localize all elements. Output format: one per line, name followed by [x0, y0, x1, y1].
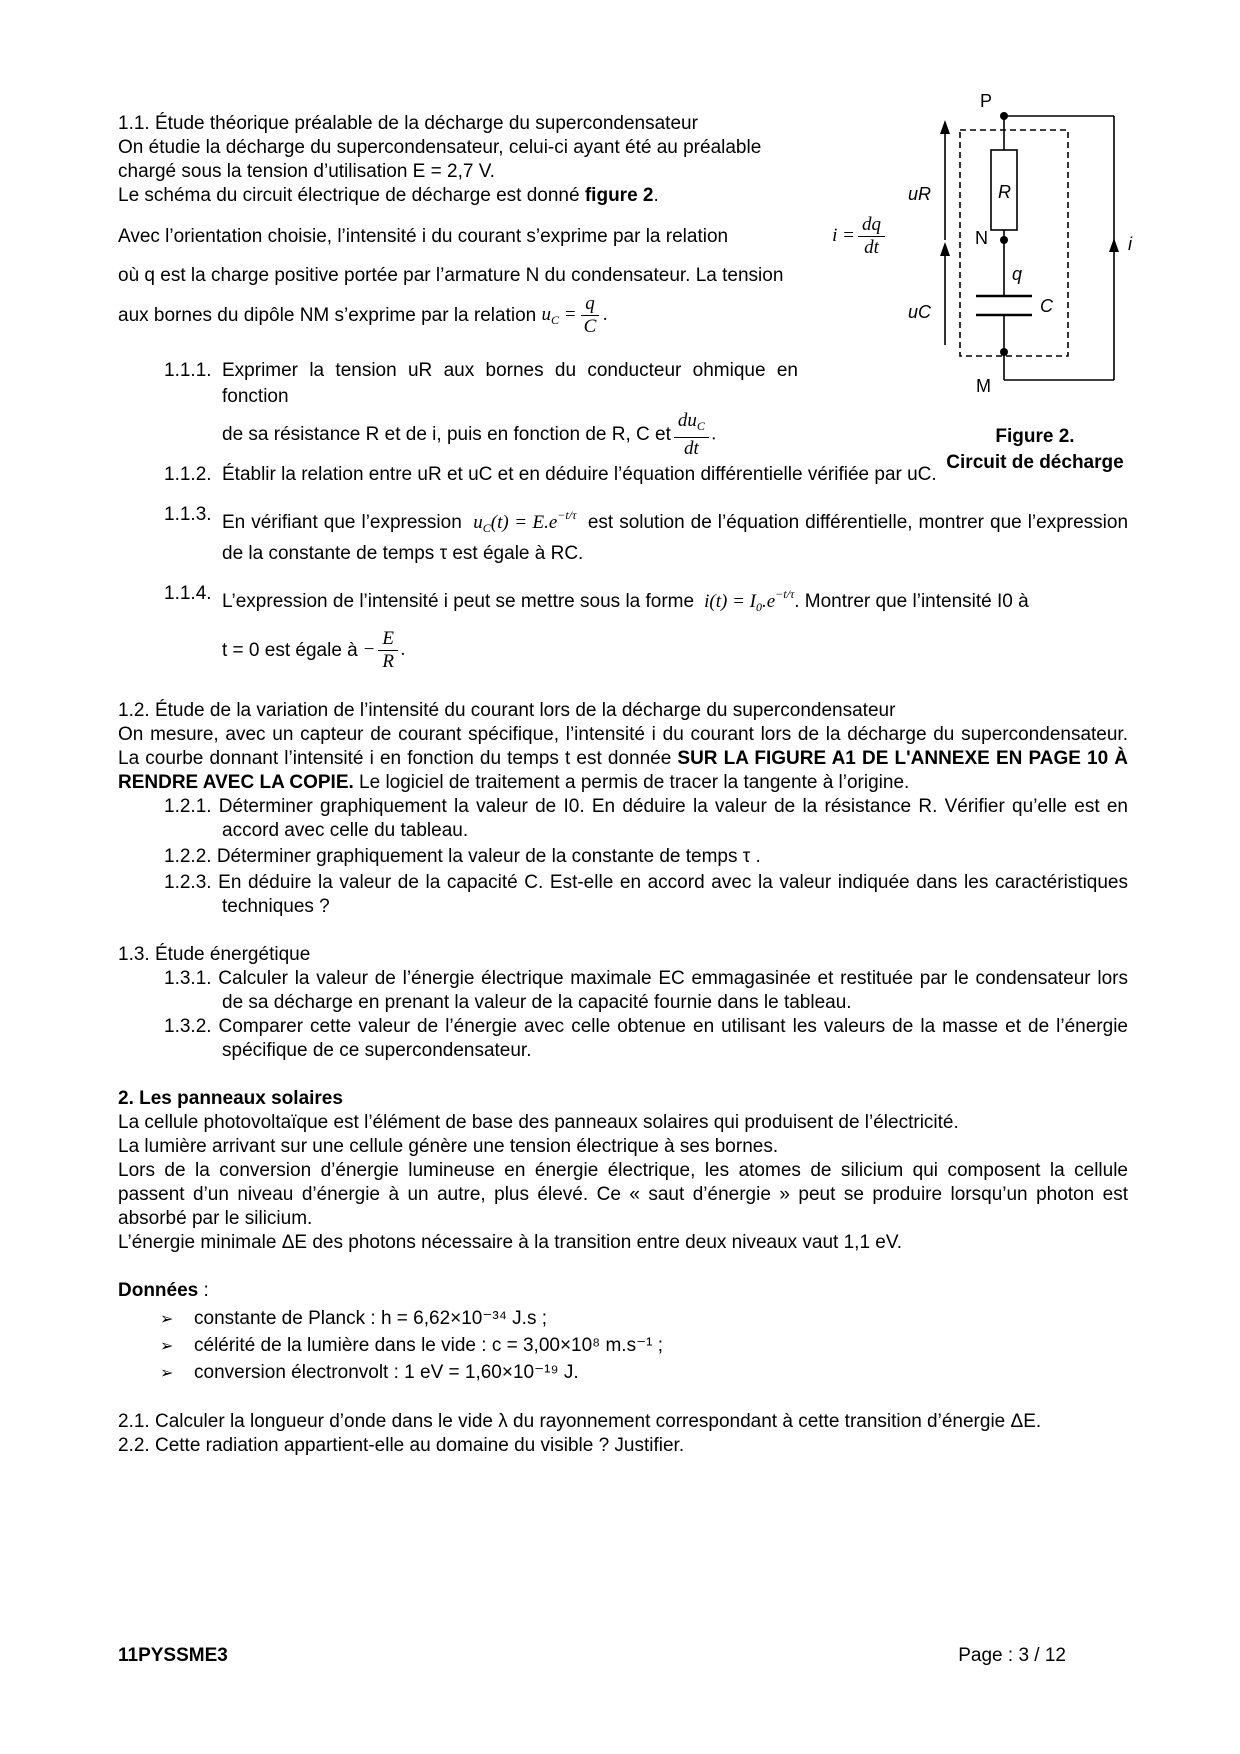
- q-1-3-2: 1.3.2. Comparer cette valeur de l’énergie avec celle obtenue en utilisant les valeurs de la masse et de l’énergie spécifique de ce supercondensateur.: [164, 1016, 1128, 1061]
- q-1-1-2: [118, 462, 1128, 488]
- label-i: i: [1128, 234, 1132, 254]
- uc-formula: $u_C$ = $\frac{q}{C}$ .: [541, 293, 609, 337]
- q-1-1-2-text: Établir la relation entre uR et uC et en déduire l’équation différentielle vérifiée par uC.: [222, 464, 937, 485]
- s2-p4: L’énergie minimale ΔE des photons nécessaire à la transition entre deux niveaux vaut 1,1 eV.: [118, 1232, 903, 1253]
- s11-intro5: où q est la charge positive portée par l’armature N du condensateur. La tension: [118, 265, 784, 286]
- q-1-1-3-text-a: En vérifiant que l’expression: [222, 512, 462, 533]
- s11-intro6: [118, 293, 888, 338]
- page-footer: [118, 1643, 1066, 1669]
- section-1-1-intro: [118, 112, 888, 338]
- q-1-2-3: 1.2.3. En déduire la valeur de la capacité C. Est-elle en accord avec la valeur indiquée dans les caractéristiques techniques ?: [164, 872, 1128, 917]
- footer-page-number: Page : 3 / 12: [958, 1645, 1066, 1666]
- q-1-1-1: [118, 358, 798, 460]
- q-1-3-1: 1.3.1. Calculer la valeur de l’énergie électrique maximale EC emmagasinée et restituée par le condensateur lors de sa décharge en prenant la valeur de la capacité fournie dans le tableau.: [164, 968, 1128, 1013]
- q-1-1-4-text-c: t = 0 est égale à: [222, 639, 358, 661]
- donnees-colon: :: [198, 1280, 209, 1301]
- s2-p1: La cellule photovoltaïque est l’élément de base des panneaux solaires qui produisent de l’électricité.: [118, 1112, 959, 1133]
- s12-p1: [118, 723, 1128, 795]
- q-1-1-4-num: 1.1.4.: [164, 583, 212, 604]
- label-n: N: [975, 228, 988, 248]
- section-1-3: [118, 943, 1128, 1063]
- i-t-formula: $i(t) = I_0.e^{-t/\tau}$: [699, 587, 795, 614]
- s12-p1-bold: SUR LA FIGURE A1 DE L'ANNEXE EN PAGE 10 À RENDRE AVEC LA COPIE.: [118, 748, 1128, 793]
- s11-intro6-text: aux bornes du dipôle NM s’exprime par la relation: [118, 304, 537, 326]
- label-p: P: [980, 91, 993, 111]
- label-ur: uR: [908, 184, 932, 204]
- s11-intro3a: Le schéma du circuit électrique de décharge est donné: [118, 185, 585, 206]
- section-1-1-heading: 1.1. Étude théorique préalable de la décharge du supercondensateur: [118, 113, 698, 134]
- section-1-2: [118, 699, 1128, 919]
- donnees-list: [118, 1305, 1128, 1386]
- section-2: [118, 1087, 1128, 1458]
- s2-p3: Lors de la conversion d’énergie lumineuse en énergie électrique, les atomes de silicium qui composent la cellule passent d’un niveau d’énergie à un autre, plus élevé. Ce « saut d’énergie » peut se produire lorsqu’un photon est absorbé par le silicium.: [118, 1160, 1128, 1229]
- s11-intro1: On étudie la décharge du supercondensateur, celui-ci ayant été au préalable: [118, 137, 762, 158]
- q-1-1-4-text-b: . Montrer que l’intensité I0 à: [794, 591, 1029, 612]
- q-1-2-1: 1.2.1. Déterminer graphiquement la valeur de I0. En déduire la valeur de la résistance R. Vérifier qu’elle est en accord avec celle du tableau.: [164, 796, 1128, 841]
- donnees-label: [118, 1279, 1128, 1303]
- q-2-1: 2.1. Calculer la longueur d’onde dans le vide λ du rayonnement correspondant à cette transition d’énergie ΔE.: [118, 1411, 1042, 1432]
- donnee-planck: ➢ constante de Planck : h = 6,62×10⁻³⁴ J.s ;: [160, 1305, 1128, 1332]
- s11-intro4-text: Avec l’orientation choisie, l’intensité i du courant s’exprime par la relation: [118, 225, 729, 247]
- q-1-2-2: 1.2.2. Déterminer graphiquement la valeur de la constante de temps τ .: [164, 846, 761, 867]
- i-formula: i = $\frac{dq}{dt}$: [832, 214, 888, 259]
- s11-intro3b: figure 2: [584, 185, 654, 206]
- q-1-1-4-body: [222, 581, 1128, 673]
- section-1-2-heading: 1.2. Étude de la variation de l’intensité du courant lors de la décharge du supercondensateur: [118, 700, 896, 721]
- label-r: R: [998, 182, 1011, 202]
- q-1-1-2-num: 1.1.2.: [164, 464, 212, 485]
- uc-t-formula: $u_C(t) = E.e^{-t/\tau}$: [467, 508, 577, 535]
- footer-code: 11PYSSME3: [118, 1645, 228, 1666]
- q-1-1-3-text-b: est solution de l’équation différentielle, montrer que l’expression de la constante de temps τ est égale à RC.: [222, 512, 1129, 564]
- donnee-celerite: ➢ célérité de la lumière dans le vide : c = 3,00×10⁸ m.s⁻¹ ;: [160, 1332, 1128, 1359]
- q-1-1-3: [118, 502, 1128, 567]
- q-1-1-1-num: 1.1.1.: [164, 360, 212, 381]
- s12-p1-text: On mesure, avec un capteur de courant spécifique, l’intensité i du courant lors de la décharge du supercondensateur. La courbe donnant l’intensité i en fonction du temps t est donnée: [118, 724, 1128, 769]
- q-1-1-3-num: 1.1.3.: [164, 504, 212, 525]
- s2-p2: La lumière arrivant sur une cellule génère une tension électrique à ses bornes.: [118, 1136, 779, 1157]
- figure-caption-title: Figure 2.: [995, 426, 1075, 447]
- donnees-title: Données: [118, 1280, 199, 1301]
- s11-intro3: [118, 184, 888, 208]
- q-2-2: 2.2. Cette radiation appartient-elle au domaine du visible ? Justifier.: [118, 1435, 685, 1456]
- label-c: C: [1040, 296, 1053, 316]
- label-uc: uC: [908, 302, 932, 322]
- section-2-heading-text: 2. Les panneaux solaires: [118, 1088, 343, 1109]
- page-content: [118, 112, 1128, 1458]
- minus-e-over-r: − $\frac{E}{R}$ .: [357, 628, 406, 672]
- s12-p1-end: Le logiciel de traitement a permis de tracer la tangente à l’origine.: [353, 772, 910, 793]
- donnee-electronvolt: ➢ conversion électronvolt : 1 eV = 1,60×10⁻¹⁹ J.: [160, 1359, 1128, 1386]
- s11-intro4: [118, 214, 888, 259]
- label-m: M: [976, 376, 991, 396]
- label-q: q: [1012, 264, 1023, 284]
- q-1-1-4-text-a: L’expression de l’intensité i peut se mettre sous la forme: [222, 591, 695, 612]
- figure-caption-subtitle: Circuit de décharge: [946, 452, 1124, 473]
- q-1-1-1-text-b: de sa résistance R et de i, puis en fonction de R, C et: [222, 424, 671, 445]
- section-2-heading: [118, 1087, 1128, 1111]
- s11-intro2: chargé sous la tension d’utilisation E = 2,7 V.: [118, 161, 495, 182]
- q-1-1-3-body: [222, 502, 1128, 567]
- duc-dt-formula: $\frac{du_C}{dt}$ .: [671, 410, 717, 460]
- s11-intro3c: .: [653, 185, 659, 206]
- q-1-1-1-text-a: Exprimer la tension uR aux bornes du conducteur ohmique en fonction: [222, 360, 798, 407]
- q-1-1-4: [118, 581, 1128, 673]
- section-1-3-heading: 1.3. Étude énergétique: [118, 944, 311, 965]
